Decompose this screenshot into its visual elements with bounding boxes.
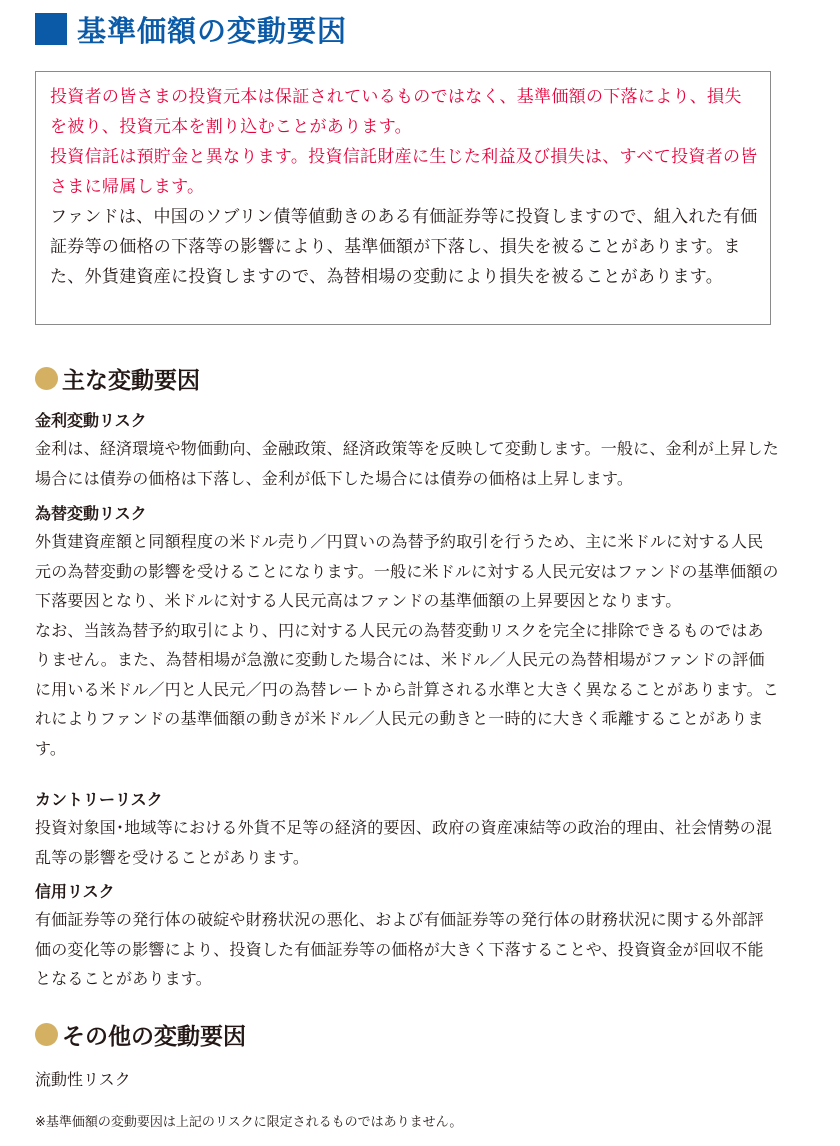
risk-item-currency (35, 503, 779, 763)
section-heading-main (35, 361, 200, 395)
risk-title: 為替変動リスク (35, 504, 147, 523)
risk-description: なお、当該為替予約取引により、円に対する人民元の為替変動リスクを完全に排除できるものではありません。また、為替相場が急激に変動した場合には、米ドル／人民元の為替相場がファンドの評価に用いる米ドル／円と人民元／円の為替レートから計算される水準と大きく異なることがあります。これによりファンドの基準価額の動きが米ドル／人民元の動きと一時的に大きく乖離することがあります。 (35, 620, 779, 758)
notice-paragraph-fund: ファンドは、中国のソブリン債等値動きのある有価証券等に投資しますので、組入れた有価証券等の価格の下落等の影響により、基準価額が下落し、損失を被ることがあります。また、外貨建資産に投資しますので、為替相場の変動により損失を被ることがあります。 (50, 207, 758, 287)
other-risk-liquidity: 流動性リスク (35, 1070, 131, 1089)
risk-item-interest-rate (35, 410, 779, 493)
section-heading-other-text: その他の変動要因 (62, 1023, 246, 1050)
bullet-dot-icon (35, 367, 58, 390)
risk-title: カントリーリスク (35, 790, 163, 809)
risk-description: 金利は、経済環境や物価動向、金融政策、経済政策等を反映して変動します。一般に、金利が上昇した場合には債券の価格は下落し、金利が低下した場合には債券の価格は上昇します。 (35, 439, 779, 488)
risk-item-credit (35, 881, 779, 994)
risk-description: 投資対象国･地域等における外貨不足等の経済的要因、政府の資産凍結等の政治的理由、社会情勢の混乱等の影響を受けることがあります。 (35, 818, 773, 867)
page-title (35, 8, 347, 50)
risk-item-country (35, 789, 779, 872)
section-heading-other (35, 1017, 246, 1051)
footnote: ※基準価額の変動要因は上記のリスクに限定されるものではありません。 (35, 1115, 463, 1130)
risk-description: 有価証券等の発行体の破綻や財務状況の悪化、および有価証券等の発行体の財務状況に関する外部評価の変化等の影響により、投資した有価証券等の価格が大きく下落することや、投資資金が回収不能となることがあります。 (35, 910, 765, 988)
notice-paragraph-principal: 投資者の皆さまの投資元本は保証されているものではなく、基準価額の下落により、損失を被り、投資元本を割り込むことがあります。 (50, 87, 742, 137)
title-square-icon (35, 13, 67, 45)
notice-paragraph-deposit: 投資信託は預貯金と異なります。投資信託財産に生じた利益及び損失は、すべて投資者の皆さまに帰属します。 (50, 147, 758, 197)
risk-title: 信用リスク (35, 882, 115, 901)
risk-notice-box (35, 71, 771, 325)
risk-title: 金利変動リスク (35, 411, 147, 430)
risk-description: 外貨建資産額と同額程度の米ドル売り／円買いの為替予約取引を行うため、主に米ドルに対する人民元の為替変動の影響を受けることになります。一般に米ドルに対する人民元安はファンドの基準価額の下落要因となり、米ドルに対する人民元高はファンドの基準価額の上昇要因となります。 (35, 532, 779, 610)
page-title-text: 基準価額の変動要因 (77, 13, 348, 48)
bullet-dot-icon (35, 1023, 58, 1046)
section-heading-main-text: 主な変動要因 (62, 367, 200, 394)
